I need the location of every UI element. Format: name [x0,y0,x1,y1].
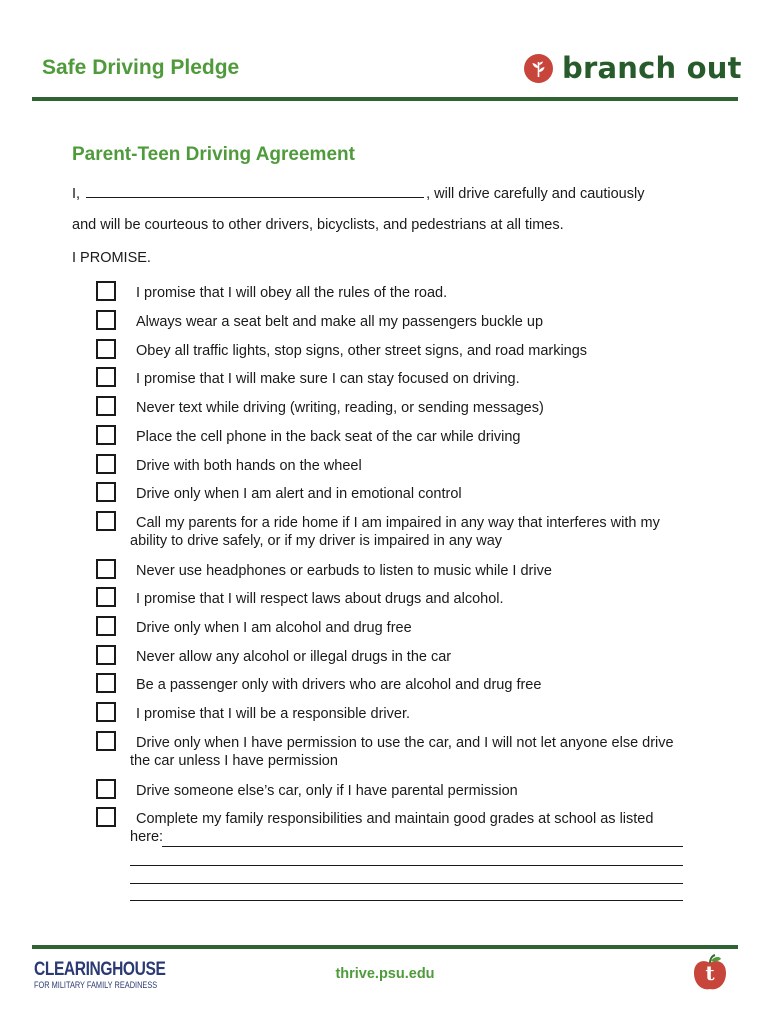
pledge-suffix: , will drive carefully and cautiously [426,186,645,202]
promise-text: Never allow any alcohol or illegal drugs in the car [136,649,452,665]
promise-checkbox[interactable] [96,425,116,445]
promise-text: Drive only when I have permission to use the car, and I will not let anyone else drive the car unless I have permission [130,735,674,769]
pledge-name-line [72,184,644,202]
sprout-icon [524,54,553,83]
responsibilities-line[interactable] [130,900,683,901]
page-title: Safe Driving Pledge [42,56,240,79]
promise-checkbox[interactable] [96,559,116,579]
promise-text: Never use headphones or earbuds to listen to music while I drive [136,563,552,579]
promise-text: Be a passenger only with drivers who are alcohol and drug free [136,677,542,693]
promise-checkbox[interactable] [96,616,116,636]
promise-text: Drive with both hands on the wheel [136,458,362,474]
name-blank-field[interactable] [86,184,424,198]
promise-text: I promise that I will make sure I can stay focused on driving. [136,371,520,387]
promise-checkbox[interactable] [96,779,116,799]
promise-text: Drive only when I am alert and in emotional control [136,486,462,502]
promise-checkbox[interactable] [96,310,116,330]
org-tagline: FOR MILITARY FAMILY READINESS [34,980,158,990]
promise-text: Drive someone else’s car, only if I have parental permission [136,783,518,799]
promise-text: Drive only when I am alcohol and drug free [136,620,412,636]
promise-text: Obey all traffic lights, stop signs, other street signs, and road markings [136,343,588,359]
responsibilities-line[interactable] [130,883,683,884]
promise-checkbox[interactable] [96,702,116,722]
promise-checkbox[interactable] [96,645,116,665]
here-fill-line[interactable] [162,846,683,847]
header-divider [32,97,738,101]
pledge-courtesy-line: and will be courteous to other drivers, bicyclists, and pedestrians at all times. [72,217,564,233]
promise-checkbox[interactable] [96,454,116,474]
promise-checkbox[interactable] [96,587,116,607]
promise-text: I promise that I will respect laws about drugs and alcohol. [136,591,504,607]
promise-checkbox[interactable] [96,396,116,416]
promise-checkbox[interactable] [96,367,116,387]
pledge-prefix: I, [72,186,81,202]
promise-checkbox[interactable] [96,482,116,502]
apple-letter: t [705,961,715,985]
responsibilities-line[interactable] [130,865,683,866]
agreement-title: Parent-Teen Driving Agreement [72,144,355,165]
promise-checkbox[interactable] [96,731,116,751]
promise-heading: I PROMISE. [72,250,151,266]
brand-name: branch out [562,51,742,85]
promise-text: Place the cell phone in the back seat of the car while driving [136,429,521,445]
branch-out-logo [524,51,742,85]
promise-checkbox[interactable] [96,673,116,693]
promise-checkbox[interactable] [96,339,116,359]
org-name: CLEARINGHOUSE [34,959,166,980]
promise-text: Call my parents for a ride home if I am impaired in any way that interferes with my ability to drive safely, or if my driver is impaired in any way [130,515,660,549]
promise-text: I promise that I will be a responsible driver. [136,706,411,722]
promise-checkbox[interactable] [96,511,116,531]
promise-text: Always wear a seat belt and make all my passengers buckle up [136,314,544,330]
promise-text: Complete my family responsibilities and maintain good grades at school as listed here: [130,811,654,845]
promise-checkbox[interactable] [96,807,116,827]
footer-url: thrive.psu.edu [335,966,435,982]
promise-checkbox[interactable] [96,281,116,301]
promise-text: Never text while driving (writing, reading, or sending messages) [136,400,544,416]
footer-divider [32,945,738,949]
promise-text: I promise that I will obey all the rules of the road. [136,285,448,301]
